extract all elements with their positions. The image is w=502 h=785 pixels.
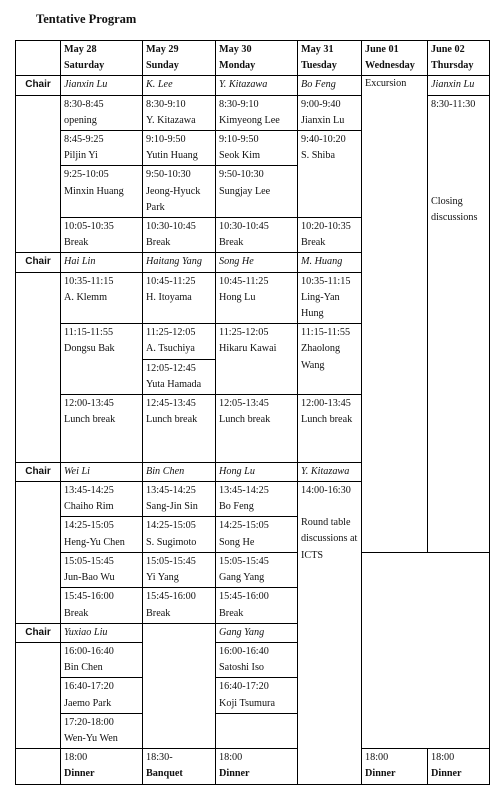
- chair-name: Hai Lin: [61, 253, 143, 272]
- talk-cell: 11:15-11:55 Dongsu Bak: [61, 324, 143, 395]
- chair-name: Bin Chen: [143, 462, 216, 481]
- talk-cell: 9:50-10:30 Sungjay Lee: [216, 166, 298, 218]
- chair-label: Chair: [16, 253, 61, 272]
- talk-cell: 13:45-14:25 Chaiho Rim: [61, 482, 143, 517]
- dinner-cell: 18:00 Dinner: [428, 749, 490, 784]
- chair-name: M. Huang: [298, 253, 362, 272]
- chair-row: [16, 76, 490, 95]
- talk-cell: 10:45-11:25 Hong Lu: [216, 272, 298, 324]
- header-day: June 01 Wednesday: [362, 41, 428, 76]
- talk-cell: 8:30-9:10 Kimyeong Lee: [216, 95, 298, 130]
- talk-cell: 9:00-9:40 Jianxin Lu: [298, 95, 362, 130]
- talk-cell: 14:25-15:05 Song He: [216, 517, 298, 552]
- header-day: May 29 Sunday: [143, 41, 216, 76]
- empty-cell: [143, 623, 216, 748]
- talk-cell: 13:45-14:25 Bo Feng: [216, 482, 298, 517]
- talk-cell: 9:50-10:30 Jeong-Hyuck Park: [143, 166, 216, 218]
- lunch-cell: 12:00-13:45 Lunch break: [298, 395, 362, 463]
- chair-name: Y. Kitazawa: [216, 76, 298, 95]
- session-row: [16, 552, 490, 587]
- program-table: [15, 40, 490, 785]
- empty-cell: [216, 713, 298, 748]
- talk-cell: 9:10-9:50 Yutin Huang: [143, 131, 216, 166]
- break-cell: 10:05-10:35 Break: [61, 218, 143, 253]
- chair-empty: [16, 95, 61, 253]
- session-row: [16, 713, 490, 748]
- talk-cell: 12:05-12:45 Yuta Hamada: [143, 359, 216, 394]
- page-title: Tentative Program: [36, 12, 137, 26]
- chair-name: Y. Kitazawa: [298, 462, 362, 481]
- talk-cell: 16:40-17:20 Jaemo Park: [61, 678, 143, 713]
- break-cell: 10:20-10:35 Break: [298, 218, 362, 253]
- header-day: June 02 Thursday: [428, 41, 490, 76]
- header-empty: [16, 41, 61, 76]
- talk-cell: 10:45-11:25 H. Itoyama: [143, 272, 216, 324]
- closing-cell: 8:30-11:30 Closing discussions: [428, 95, 490, 552]
- break-cell: 10:30-10:45 Break: [216, 218, 298, 253]
- talk-cell: 17:20-18:00 Wen-Yu Wen: [61, 713, 143, 748]
- break-cell: 15:45-16:00 Break: [216, 588, 298, 623]
- talk-cell: 15:05-15:45 Yi Yang: [143, 552, 216, 587]
- chair-name: Haitang Yang: [143, 253, 216, 272]
- lunch-cell: 12:45-13:45 Lunch break: [143, 395, 216, 463]
- session-row: [16, 642, 490, 677]
- talk-cell: 9:10-9:50 Seok Kim: [216, 131, 298, 166]
- dinner-cell: 18:30- Banquet: [143, 749, 216, 784]
- talk-cell: 8:30-8:45 opening: [61, 95, 143, 130]
- talk-cell: 16:00-16:40 Bin Chen: [61, 642, 143, 677]
- round-table-cell: 14:00-16:30 Round table discussions at ICTS: [298, 482, 362, 784]
- chair-empty: [16, 482, 61, 624]
- talk-cell: 10:35-11:15 A. Klemm: [61, 272, 143, 324]
- talk-cell: 13:45-14:25 Sang-Jin Sin: [143, 482, 216, 517]
- talk-cell: 11:15-11:55 Zhaolong Wang: [298, 324, 362, 395]
- chair-label: Chair: [16, 76, 61, 95]
- chair-name: Gang Yang: [216, 623, 298, 642]
- talk-cell: 14:25-15:05 S. Sugimoto: [143, 517, 216, 552]
- header-day: May 30 Monday: [216, 41, 298, 76]
- chair-label: Chair: [16, 462, 61, 481]
- chair-name: Bo Feng: [298, 76, 362, 95]
- chair-name: K. Lee: [143, 76, 216, 95]
- break-row: [16, 588, 490, 623]
- break-cell: 15:45-16:00 Break: [143, 588, 216, 623]
- chair-name: Jianxin Lu: [428, 76, 490, 95]
- chair-empty: [16, 272, 61, 462]
- chair-name: Hong Lu: [216, 462, 298, 481]
- lunch-cell: 12:00-13:45 Lunch break: [61, 395, 143, 463]
- break-cell: 15:45-16:00 Break: [61, 588, 143, 623]
- excursion-cell: Excursion: [362, 76, 428, 552]
- header-day: May 28 Saturday: [61, 41, 143, 76]
- chair-empty: [16, 749, 61, 784]
- talk-cell: 15:05-15:45 Gang Yang: [216, 552, 298, 587]
- chair-name: Jianxin Lu: [61, 76, 143, 95]
- chair-name: Yuxiao Liu: [61, 623, 143, 642]
- talk-cell: 10:35-11:15 Ling-Yan Hung: [298, 272, 362, 324]
- talk-cell: 16:40-17:20 Koji Tsumura: [216, 678, 298, 713]
- talk-cell: 9:25-10:05 Minxin Huang: [61, 166, 143, 218]
- chair-row: [16, 623, 490, 642]
- session-row: [16, 678, 490, 713]
- talk-cell: 15:05-15:45 Jun-Bao Wu: [61, 552, 143, 587]
- dinner-cell: 18:00 Dinner: [216, 749, 298, 784]
- talk-cell: 14:25-15:05 Heng-Yu Chen: [61, 517, 143, 552]
- talk-cell: 8:30-9:10 Y. Kitazawa: [143, 95, 216, 130]
- talk-cell: 11:25-12:05 A. Tsuchiya: [143, 324, 216, 359]
- break-cell: 10:30-10:45 Break: [143, 218, 216, 253]
- talk-cell: 11:25-12:05 Hikaru Kawai: [216, 324, 298, 395]
- talk-cell: 8:45-9:25 Piljin Yi: [61, 131, 143, 166]
- chair-label: Chair: [16, 623, 61, 642]
- chair-empty: [16, 642, 61, 748]
- header-row: [16, 41, 490, 76]
- talk-cell: 9:40-10:20 S. Shiba: [298, 131, 362, 218]
- lunch-cell: 12:05-13:45 Lunch break: [216, 395, 298, 463]
- chair-name: Song He: [216, 253, 298, 272]
- dinner-cell: 18:00 Dinner: [362, 749, 428, 784]
- dinner-row: [16, 749, 490, 784]
- header-day: May 31 Tuesday: [298, 41, 362, 76]
- talk-cell: 16:00-16:40 Satoshi Iso: [216, 642, 298, 677]
- dinner-cell: 18:00 Dinner: [61, 749, 143, 784]
- chair-name: Wei Li: [61, 462, 143, 481]
